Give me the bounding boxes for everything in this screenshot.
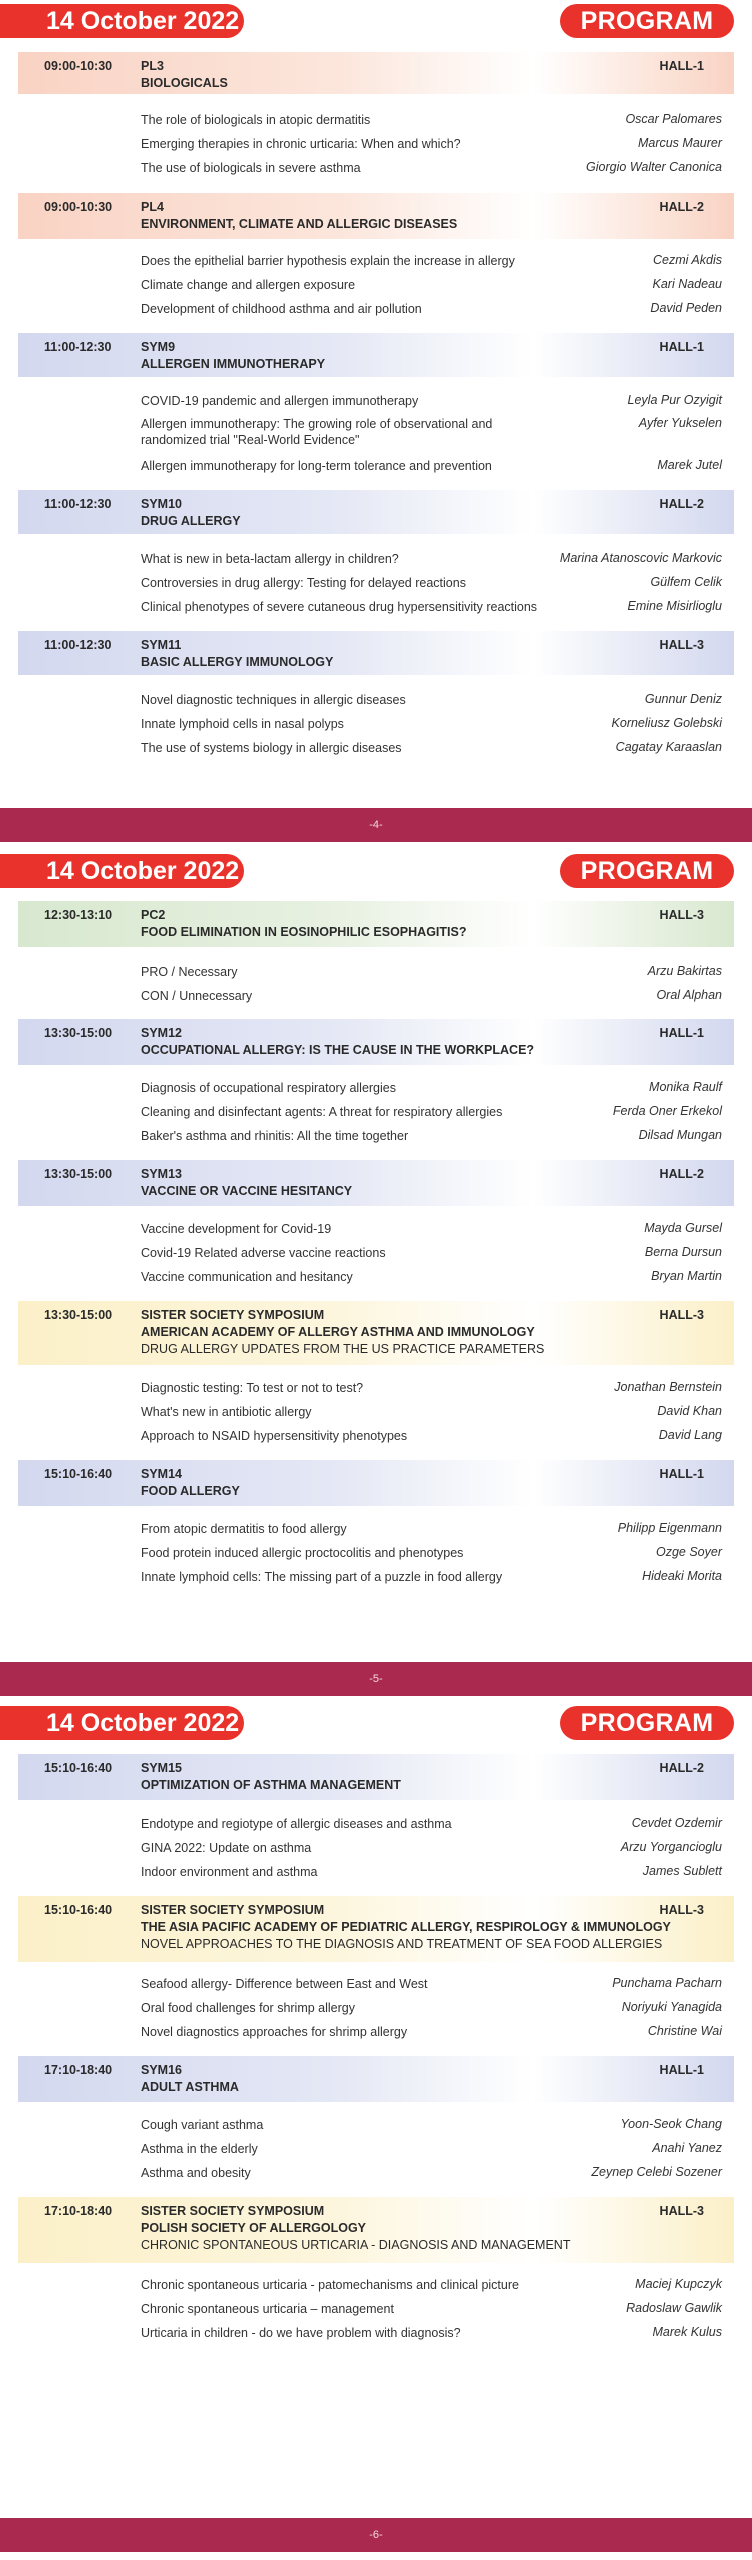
talk-speaker: Emine Misirlioglu xyxy=(627,599,722,613)
talk-title: PRO / Necessary xyxy=(141,965,238,979)
talk-title: Oral food challenges for shrimp allergy xyxy=(141,2001,355,2015)
session-title: BASIC ALLERGY IMMUNOLOGY xyxy=(141,655,334,669)
talk-title: Cleaning and disinfectant agents: A threat for respiratory allergies xyxy=(141,1105,503,1119)
session-hall: HALL-1 xyxy=(659,1467,704,1481)
session-header xyxy=(18,1896,734,1962)
talk-speaker: Giorgio Walter Canonica xyxy=(586,160,722,174)
session-title: THE ASIA PACIFIC ACADEMY OF PEDIATRIC ALLERGY, RESPIROLOGY & IMMUNOLOGY xyxy=(141,1920,671,1934)
session-time: 17:10-18:40 xyxy=(44,2063,113,2077)
talk-title: Indoor environment and asthma xyxy=(141,1865,318,1879)
session-hall: HALL-1 xyxy=(659,1026,704,1040)
talk-title: Innate lymphoid cells in nasal polyps xyxy=(141,717,344,731)
talk-speaker: Marek Jutel xyxy=(657,458,722,472)
date-header: 14 October 2022 xyxy=(0,1706,244,1740)
session-code: PL3 xyxy=(141,59,164,73)
session-time: 15:10-16:40 xyxy=(44,1761,113,1775)
session-hall: HALL-3 xyxy=(659,2204,704,2218)
session-hall: HALL-3 xyxy=(659,908,704,922)
talk-speaker: Gülfem Celik xyxy=(650,575,722,589)
program-header: PROGRAM xyxy=(560,1706,734,1740)
page-number-footer: -5- xyxy=(0,1662,752,1696)
talk-title: From atopic dermatitis to food allergy xyxy=(141,1522,347,1536)
talk-speaker: Oscar Palomares xyxy=(625,112,722,126)
talk-speaker: Arzu Bakirtas xyxy=(647,964,722,978)
session-title: ALLERGEN IMMUNOTHERAPY xyxy=(141,357,326,371)
talk-speaker: Arzu Yorgancioglu xyxy=(620,1840,722,1854)
session-time: 15:10-16:40 xyxy=(44,1467,113,1481)
session-title: OPTIMIZATION OF ASTHMA MANAGEMENT xyxy=(141,1778,401,1792)
talk-speaker: Noriyuki Yanagida xyxy=(621,2000,722,2014)
talk-speaker: James Sublett xyxy=(642,1864,722,1878)
talk-title: Diagnosis of occupational respiratory allergies xyxy=(141,1081,396,1095)
talk-title: Asthma and obesity xyxy=(141,2166,251,2180)
session-hall: HALL-1 xyxy=(659,59,704,73)
session-time: 11:00-12:30 xyxy=(44,340,112,354)
talk-title: Food protein induced allergic proctocolitis and phenotypes xyxy=(141,1546,464,1560)
session-hall: HALL-3 xyxy=(659,1308,704,1322)
talk-title: Chronic spontaneous urticaria - patomechanisms and clinical picture xyxy=(141,2278,519,2292)
talk-title: Approach to NSAID hypersensitivity phenotypes xyxy=(141,1429,408,1443)
talk-title: Novel diagnostics approaches for shrimp allergy xyxy=(141,2025,408,2039)
talk-speaker: Mayda Gursel xyxy=(644,1221,722,1235)
date-header: 14 October 2022 xyxy=(0,854,244,888)
talk-title: Emerging therapies in chronic urticaria: When and which? xyxy=(141,137,461,151)
talk-speaker: Ozge Soyer xyxy=(655,1545,722,1559)
talk-speaker: Kari Nadeau xyxy=(652,277,722,291)
session-header xyxy=(18,1754,734,1800)
session-title: POLISH SOCIETY OF ALLERGOLOGY xyxy=(141,2221,367,2235)
talk-title: Allergen immunotherapy for long-term tolerance and prevention xyxy=(141,459,492,473)
talk-title: Urticaria in children - do we have problem with diagnosis? xyxy=(141,2326,461,2340)
session-title: ADULT ASTHMA xyxy=(141,2080,239,2094)
talk-speaker: David Khan xyxy=(657,1404,722,1418)
session-code: SYM14 xyxy=(141,1467,182,1481)
session-header xyxy=(18,1019,734,1065)
talk-speaker: Philipp Eigenmann xyxy=(617,1521,722,1535)
talk-speaker: Monika Raulf xyxy=(649,1080,722,1094)
talk-speaker: Yoon-Seok Chang xyxy=(620,2117,722,2131)
session-header xyxy=(18,1460,734,1506)
session-code: SISTER SOCIETY SYMPOSIUM xyxy=(141,1903,325,1917)
talk-speaker: Oral Alphan xyxy=(656,988,722,1002)
session-header xyxy=(18,52,734,94)
session-subtitle: DRUG ALLERGY UPDATES FROM THE US PRACTICE PARAMETERS xyxy=(141,1342,545,1356)
talk-speaker: Marek Kulus xyxy=(652,2325,722,2339)
talk-speaker: David Lang xyxy=(658,1428,722,1442)
session-title: ENVIRONMENT, CLIMATE AND ALLERGIC DISEASES xyxy=(141,217,458,231)
session-code: SYM10 xyxy=(141,497,182,511)
talk-title: COVID-19 pandemic and allergen immunotherapy xyxy=(141,394,419,408)
session-code: SYM9 xyxy=(141,340,176,354)
session-header xyxy=(18,1301,734,1365)
session-code: SISTER SOCIETY SYMPOSIUM xyxy=(141,1308,325,1322)
talk-title: Climate change and allergen exposure xyxy=(141,278,356,292)
talk-title: The use of systems biology in allergic diseases xyxy=(141,741,402,755)
session-time: 13:30-15:00 xyxy=(44,1308,113,1322)
talk-title: CON / Unnecessary xyxy=(141,989,253,1003)
talk-title: Chronic spontaneous urticaria – management xyxy=(141,2302,394,2316)
session-title: FOOD ALLERGY xyxy=(141,1484,240,1498)
session-subtitle: CHRONIC SPONTANEOUS URTICARIA - DIAGNOSIS AND MANAGEMENT xyxy=(141,2238,571,2252)
talk-title: Asthma in the elderly xyxy=(141,2142,258,2156)
session-header xyxy=(18,490,734,534)
session-time: 09:00-10:30 xyxy=(44,200,113,214)
page-number-footer: -6- xyxy=(0,2518,752,2552)
session-code: SYM16 xyxy=(141,2063,182,2077)
talk-speaker: Anahi Yanez xyxy=(652,2141,722,2155)
date-header: 14 October 2022 xyxy=(0,4,244,38)
talk-speaker: Zeynep Celebi Sozener xyxy=(591,2165,722,2179)
talk-title: Clinical phenotypes of severe cutaneous drug hypersensitivity reactions xyxy=(141,600,538,614)
session-header xyxy=(18,901,734,947)
talk-speaker: Punchama Pacharn xyxy=(612,1976,722,1990)
talk-speaker: Ferda Oner Erkekol xyxy=(612,1104,722,1118)
session-time: 17:10-18:40 xyxy=(44,2204,113,2218)
talk-speaker: Leyla Pur Ozyigit xyxy=(627,393,722,407)
session-subtitle: NOVEL APPROACHES TO THE DIAGNOSIS AND TREATMENT OF SEA FOOD ALLERGIES xyxy=(141,1937,663,1951)
program-header: PROGRAM xyxy=(560,854,734,888)
session-title: VACCINE OR VACCINE HESITANCY xyxy=(141,1184,353,1198)
talk-speaker: Hideaki Morita xyxy=(642,1569,722,1583)
talk-speaker: Dilsad Mungan xyxy=(638,1128,722,1142)
session-time: 09:00-10:30 xyxy=(44,59,113,73)
session-header xyxy=(18,333,734,377)
session-header xyxy=(18,1160,734,1206)
session-time: 13:30-15:00 xyxy=(44,1026,113,1040)
talk-title: Endotype and regiotype of allergic diseases and asthma xyxy=(141,1817,452,1831)
talk-title: Covid-19 Related adverse vaccine reactions xyxy=(141,1246,386,1260)
session-header xyxy=(18,193,734,239)
talk-title: Does the epithelial barrier hypothesis explain the increase in allergy xyxy=(141,254,515,268)
talk-title: The use of biologicals in severe asthma xyxy=(141,161,361,175)
session-header xyxy=(18,631,734,675)
talk-title: GINA 2022: Update on asthma xyxy=(141,1841,312,1855)
page-number-footer: -4- xyxy=(0,808,752,842)
talk-title: What's new in antibiotic allergy xyxy=(141,1405,312,1419)
session-hall: HALL-2 xyxy=(659,497,704,511)
session-hall: HALL-2 xyxy=(659,1167,704,1181)
talk-speaker: Gunnur Deniz xyxy=(644,692,722,706)
talk-speaker: Christine Wai xyxy=(647,2024,722,2038)
talk-speaker: Cezmi Akdis xyxy=(653,253,722,267)
talk-speaker: Marina Atanoscovic Markovic xyxy=(559,551,722,565)
talk-speaker: Korneliusz Golebski xyxy=(611,716,722,730)
talk-title: What is new in beta-lactam allergy in children? xyxy=(141,552,399,566)
session-code: SYM13 xyxy=(141,1167,182,1181)
session-code: SYM11 xyxy=(141,638,182,652)
session-code: PC2 xyxy=(141,908,166,922)
program-header: PROGRAM xyxy=(560,4,734,38)
session-title: AMERICAN ACADEMY OF ALLERGY ASTHMA AND IMMUNOLOGY xyxy=(141,1325,535,1339)
session-code: SYM15 xyxy=(141,1761,182,1775)
session-title: BIOLOGICALS xyxy=(141,76,228,90)
talk-title: Controversies in drug allergy: Testing for delayed reactions xyxy=(141,576,466,590)
talk-title: Seafood allergy- Difference between East and West xyxy=(141,1977,428,1991)
talk-speaker: Radoslaw Gawlik xyxy=(626,2301,722,2315)
session-code: SISTER SOCIETY SYMPOSIUM xyxy=(141,2204,325,2218)
talk-title: Allergen immunotherapy: The growing role of observational and randomized trial "Real-World Evidence" xyxy=(141,417,493,447)
session-title: DRUG ALLERGY xyxy=(141,514,241,528)
session-hall: HALL-3 xyxy=(659,638,704,652)
talk-speaker: Cagatay Karaaslan xyxy=(615,740,722,754)
talk-speaker: Jonathan Bernstein xyxy=(614,1380,722,1394)
session-hall: HALL-1 xyxy=(659,340,704,354)
talk-title: Vaccine development for Covid-19 xyxy=(141,1222,332,1236)
session-code: PL4 xyxy=(141,200,164,214)
session-header xyxy=(18,2056,734,2102)
talk-title: Novel diagnostic techniques in allergic diseases xyxy=(141,693,406,707)
talk-speaker: Maciej Kupczyk xyxy=(635,2277,722,2291)
talk-speaker: David Peden xyxy=(650,301,722,315)
talk-title: Vaccine communication and hesitancy xyxy=(141,1270,353,1284)
session-hall: HALL-2 xyxy=(659,1761,704,1775)
session-hall: HALL-3 xyxy=(659,1903,704,1917)
session-time: 15:10-16:40 xyxy=(44,1903,113,1917)
session-hall: HALL-1 xyxy=(659,2063,704,2077)
session-title: FOOD ELIMINATION IN EOSINOPHILIC ESOPHAGITIS? xyxy=(141,925,467,939)
talk-speaker: Ayfer Yukselen xyxy=(638,416,722,430)
session-time: 11:00-12:30 xyxy=(44,638,112,652)
talk-title: Cough variant asthma xyxy=(141,2118,264,2132)
talk-title: Baker's asthma and rhinitis: All the time together xyxy=(141,1129,409,1143)
talk-title: Innate lymphoid cells: The missing part of a puzzle in food allergy xyxy=(141,1570,503,1584)
talk-speaker: Bryan Martin xyxy=(651,1269,722,1283)
session-title: OCCUPATIONAL ALLERGY: IS THE CAUSE IN THE WORKPLACE? xyxy=(141,1043,535,1057)
session-code: SYM12 xyxy=(141,1026,182,1040)
talk-speaker: Cevdet Ozdemir xyxy=(631,1816,722,1830)
talk-speaker: Berna Dursun xyxy=(644,1245,722,1259)
session-time: 11:00-12:30 xyxy=(44,497,112,511)
session-hall: HALL-2 xyxy=(659,200,704,214)
talk-title: Diagnostic testing: To test or not to test? xyxy=(141,1381,364,1395)
talk-speaker: Marcus Maurer xyxy=(637,136,722,150)
talk-title: The role of biologicals in atopic dermatitis xyxy=(141,113,371,127)
session-time: 12:30-13:10 xyxy=(44,908,113,922)
session-header xyxy=(18,2197,734,2263)
talk-title: Development of childhood asthma and air pollution xyxy=(141,302,422,316)
session-time: 13:30-15:00 xyxy=(44,1167,113,1181)
